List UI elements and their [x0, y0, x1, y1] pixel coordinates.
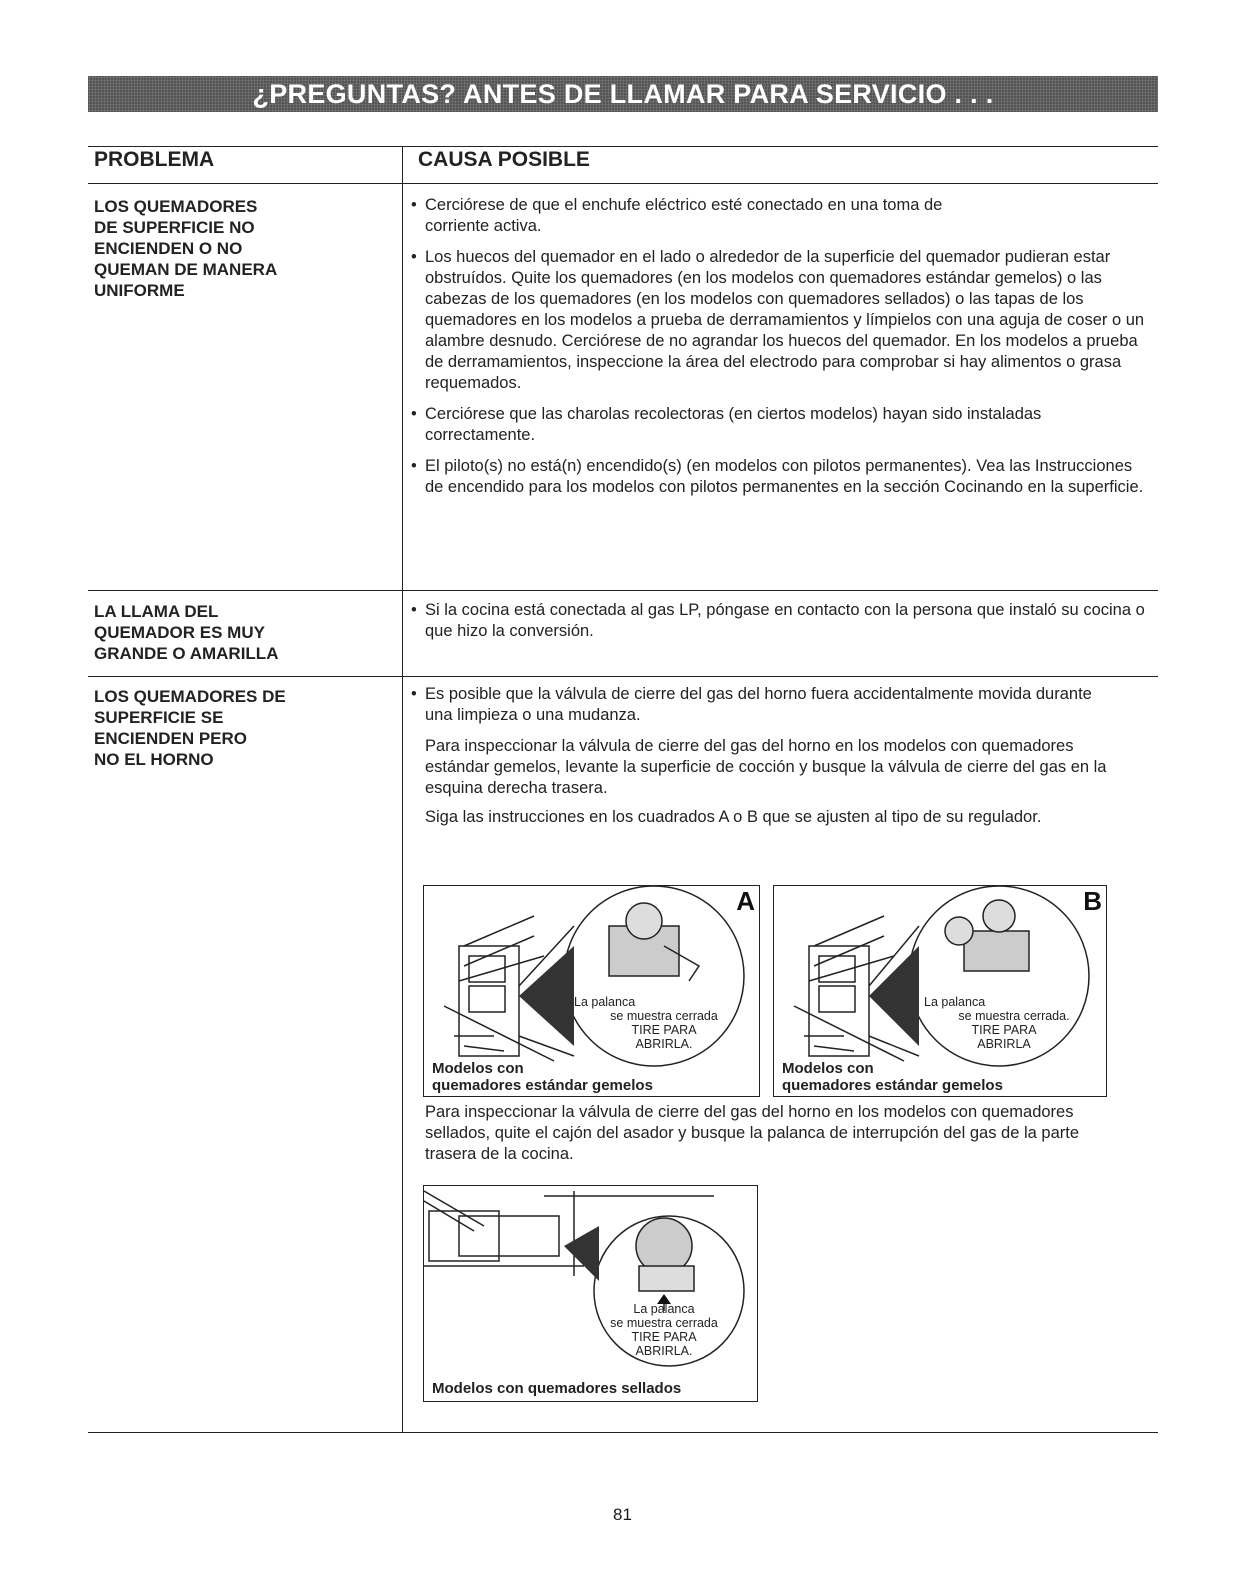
- cause-item: • Si la cocina está conectada al gas LP, póngase en contacto con la persona que instaló su cocina o que hizo la conversión.: [411, 600, 1155, 642]
- column-header-problem: PROBLEMA: [94, 148, 215, 171]
- figure-b-caption-line: Modelos con: [782, 1060, 874, 1077]
- figure-a-shown-label: se muestra cerrada: [610, 1009, 718, 1023]
- row-divider-2: [88, 676, 1158, 677]
- figure-c-pull-label-2: ABRIRLA.: [635, 1344, 693, 1358]
- cause-list-1: [411, 195, 1156, 508]
- problem-3: [94, 686, 286, 770]
- banner-title: ¿PREGUNTAS? ANTES DE LLAMAR PARA SERVICIO . . .: [252, 78, 994, 109]
- problem-2-line: LA LLAMA DEL: [94, 602, 219, 621]
- problem-1-line: LOS QUEMADORES: [94, 197, 258, 216]
- page-number: 81: [613, 1505, 632, 1524]
- figure-a-caption: [432, 1060, 653, 1094]
- table-header-rule: [88, 183, 1158, 184]
- problem-2: [94, 601, 278, 664]
- figure-b-pull-label-1: TIRE PARA: [971, 1023, 1037, 1037]
- cause-item: • Cerciórese de que el enchufe eléctrico esté conectado en una toma de corriente activa.: [411, 195, 985, 237]
- figure-b-shown-label: se muestra cerrada.: [958, 1009, 1070, 1023]
- column-header-cause: CAUSA POSIBLE: [418, 148, 590, 171]
- figure-c-caption: Modelos con quemadores sellados: [432, 1380, 682, 1397]
- problem-1-line: QUEMAN DE MANERA: [94, 260, 278, 279]
- cause-paragraph: Siga las instrucciones en los cuadrados A o B que se ajusten al tipo de su regulador.: [425, 808, 1042, 826]
- sealed-models-paragraph: [411, 1102, 1101, 1173]
- figure-a-caption-line: quemadores estándar gemelos: [432, 1077, 653, 1094]
- row-divider-1: [88, 590, 1158, 591]
- valve-c-illustration: [424, 1186, 757, 1401]
- figure-c-lever-label: La palanca: [633, 1302, 695, 1316]
- figure-a-letter: A: [736, 886, 755, 916]
- figure-b-caption: [782, 1060, 1003, 1094]
- column-divider: [402, 146, 403, 1432]
- figure-c: [423, 1185, 758, 1402]
- figure-a: [423, 885, 760, 1097]
- problem-2-line: QUEMADOR ES MUY: [94, 623, 265, 642]
- cause-item: • Los huecos del quemador en el lado o alrededor de la superficie del quemador pudieran estar obstruídos. Quite los quemadores (en los modelos con quemadores estándar gemelos) o las cabezas de los quemadores (en los modelos con quemadores sellados) o las tapas de los quemadores en los modelos a prueba de derramamientos y límpielos con una aguja de coser o un alambre desnudo. Cerciórese de no agrandar los huecos del quemador. En los modelos a prueba de derramamientos, inspeccione la área del electrodo para comprobar si hay alimentos o grasa requemados.: [411, 247, 1156, 394]
- cause-list-2: [411, 600, 1156, 652]
- cause-list-3: [411, 684, 1156, 836]
- problem-3-line: LOS QUEMADORES DE: [94, 687, 286, 706]
- figure-a-pull-label-1: TIRE PARA: [631, 1023, 697, 1037]
- cause-paragraph: Para inspeccionar la válvula de cierre del gas del horno en los modelos con quemadores sellados, quite el cajón del asador y busque la palanca de interrupción del gas de la parte trasera de la cocina.: [425, 1103, 1080, 1163]
- problem-1-line: ENCIENDEN O NO: [94, 239, 243, 258]
- cause-item: • Cerciórese que las charolas recolectoras (en ciertos modelos) hayan sido instaladas correctamente.: [411, 404, 1105, 446]
- page-banner: [88, 76, 1158, 112]
- problem-1: [94, 196, 277, 301]
- cause-paragraph: Para inspeccionar la válvula de cierre del gas del horno en los modelos con quemadores estándar gemelos, levante la superficie de cocción y busque la válvula de cierre del gas en la esquina derecha trasera.: [425, 737, 1107, 797]
- problem-1-line: DE SUPERFICIE NO: [94, 218, 255, 237]
- table-bottom-rule: [88, 1432, 1158, 1433]
- figure-a-pull-label-2: ABRIRLA.: [635, 1037, 693, 1051]
- figure-c-pull-label-1: TIRE PARA: [631, 1330, 697, 1344]
- figure-a-caption-line: Modelos con: [432, 1060, 524, 1077]
- figure-b-lever-label: La palanca: [924, 995, 986, 1009]
- figure-c-shown-label: se muestra cerrada: [610, 1316, 718, 1330]
- figure-b: [773, 885, 1107, 1097]
- problem-3-line: ENCIENDEN PERO: [94, 729, 248, 748]
- cause-item: • Es posible que la válvula de cierre del gas del horno fuera accidentalmente movida durante una limpieza o una mudanza.: [411, 684, 1115, 726]
- problem-3-line: NO EL HORNO: [94, 750, 214, 769]
- problem-1-line: UNIFORME: [94, 281, 185, 300]
- figure-b-caption-line: quemadores estándar gemelos: [782, 1077, 1003, 1094]
- cause-item: • El piloto(s) no está(n) encendido(s) (en modelos con pilotos permanentes). Vea las Instrucciones de encendido para los modelos con pilotos permanentes en la sección Cocinando en la superficie.: [411, 456, 1145, 498]
- figure-b-pull-label-2: ABRIRLA: [977, 1037, 1031, 1051]
- figure-b-letter: B: [1083, 886, 1102, 916]
- table-top-rule: [88, 146, 1158, 147]
- figure-a-lever-label: La palanca: [574, 995, 636, 1009]
- problem-3-line: SUPERFICIE SE: [94, 708, 224, 727]
- problem-2-line: GRANDE O AMARILLA: [94, 644, 279, 663]
